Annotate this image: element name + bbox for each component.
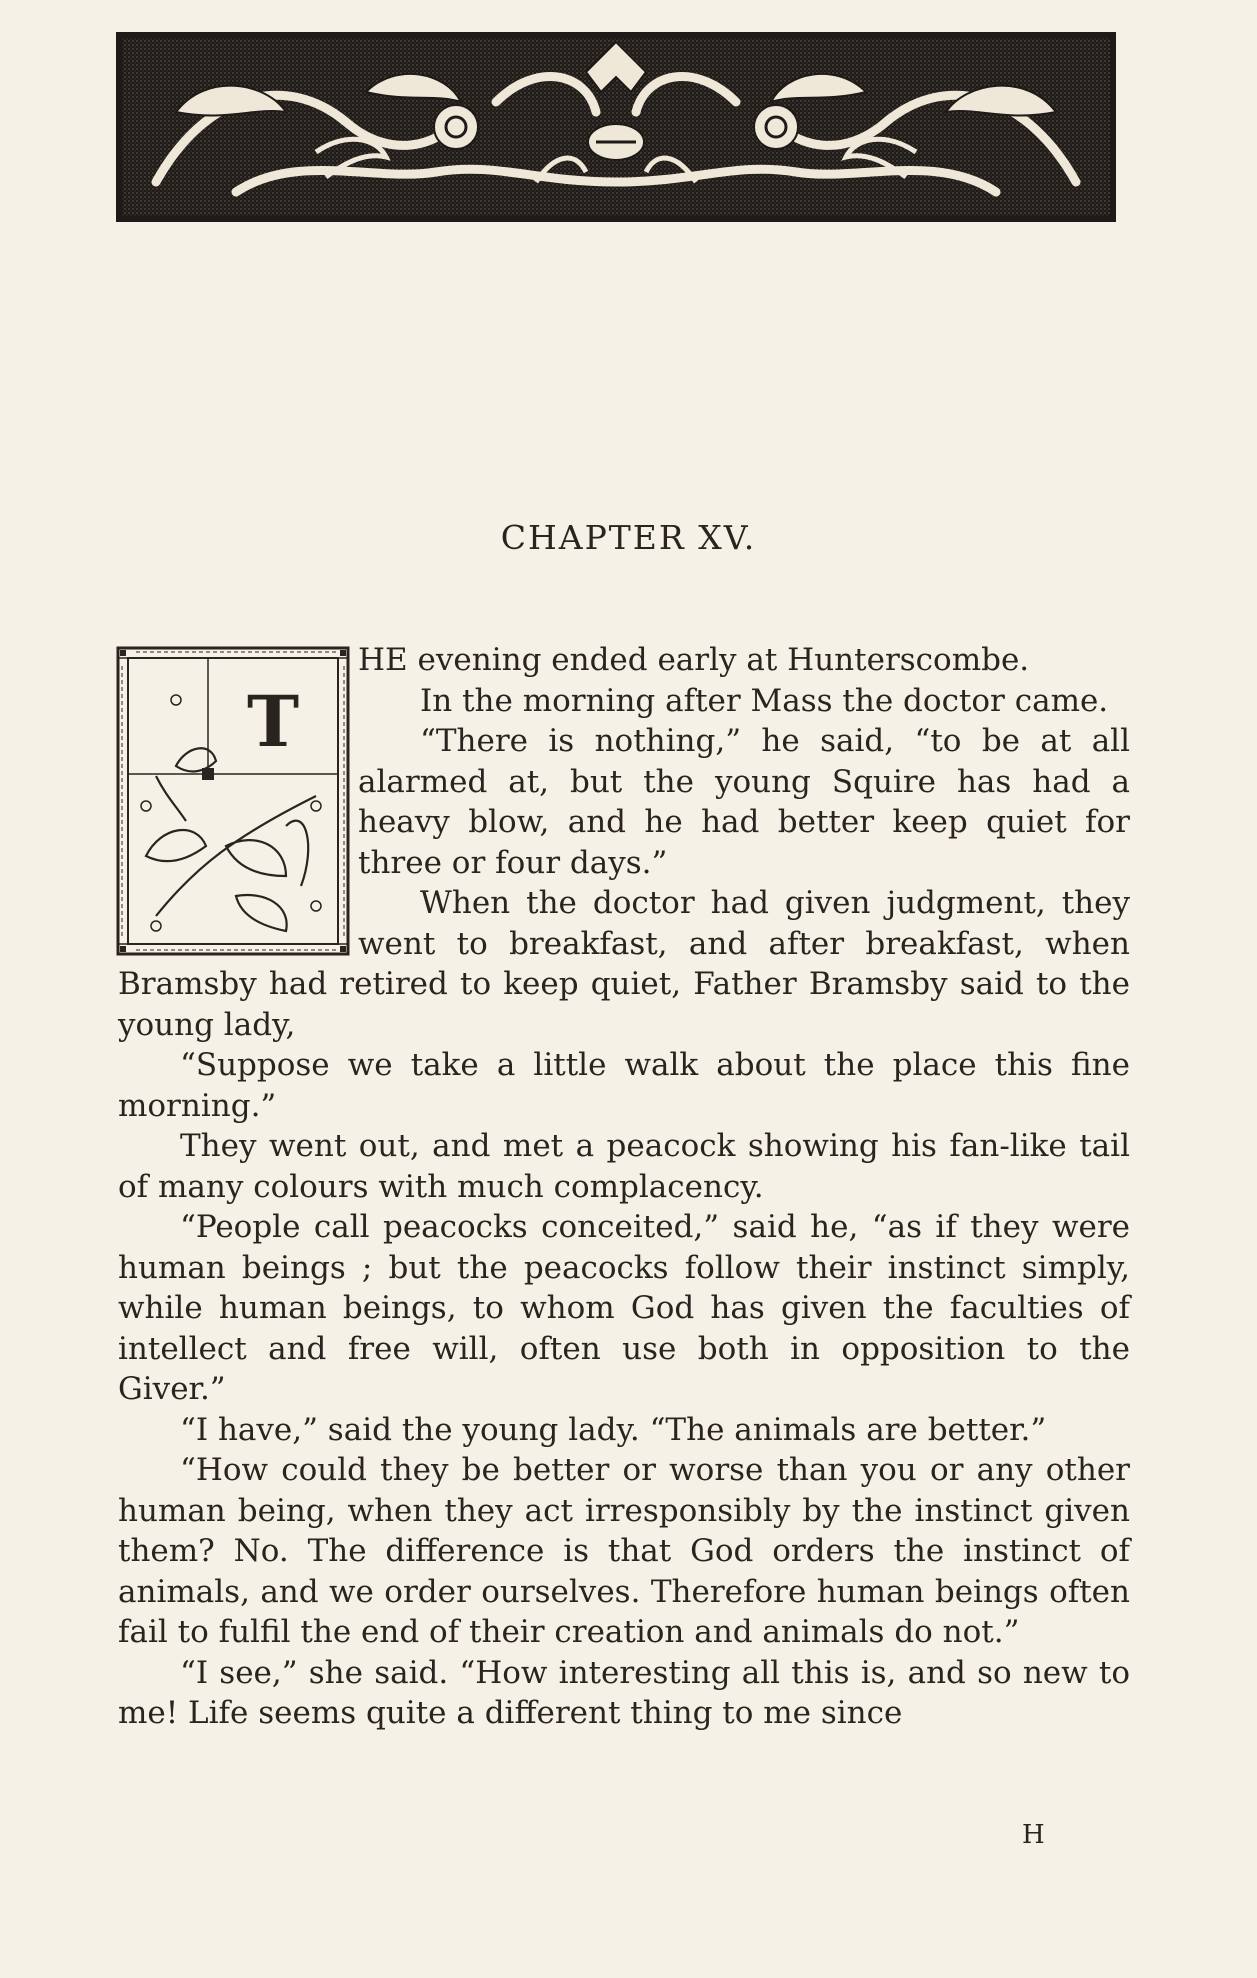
paragraph: “People call peacocks conceited,” said he, “as if they were human beings ; but the peacocks follow their instinct simply, while human beings, to whom God has given the faculties of intellect and free will, often use both in opposition to the Giver.” (118, 1209, 1130, 1407)
body-text (118, 640, 1130, 1734)
signature-mark: H (1022, 1820, 1045, 1850)
opening-line: HE evening ended early at Hunterscombe. (358, 642, 1030, 678)
paragraph: “I see,” she said. “How interesting all this is, and so new to me! Life seems quite a different thing to me since (118, 1654, 1130, 1731)
drop-cap-letter: T (246, 680, 300, 763)
paragraph: They went out, and met a peacock showing his fan-like tail of many colours with much complacency. (118, 1128, 1130, 1205)
ornamental-headpiece (116, 32, 1116, 222)
initial-spacer (118, 644, 358, 962)
paragraph: In the morning after Mass the doctor came. (420, 682, 1109, 719)
chapter-heading: CHAPTER XV. (500, 518, 757, 557)
paragraph: “There is nothing,” he said, “to be at all alarmed at, but the young Squire has had a heavy blow, and he had better keep quiet for three or four days.” (358, 723, 1130, 881)
paragraph: When the doctor had given judgment, they went to breakfast, and after breakfast, when Bramsby had retired to keep quiet, Father Bramsby said to the young lady, (118, 885, 1130, 1043)
paragraph: “I have,” said the young lady. “The animals are better.” (180, 1411, 1047, 1448)
paragraph: “Suppose we take a little walk about the place this fine morning.” (118, 1047, 1130, 1124)
paragraph: “How could they be better or worse than you or any other human being, when they act irresponsibly by the instinct given them? No. The difference is that God orders the instinct of animals, and we order ourselves. Therefore human beings often fail to fulfil the end of their creation and animals do not.” (118, 1452, 1130, 1650)
